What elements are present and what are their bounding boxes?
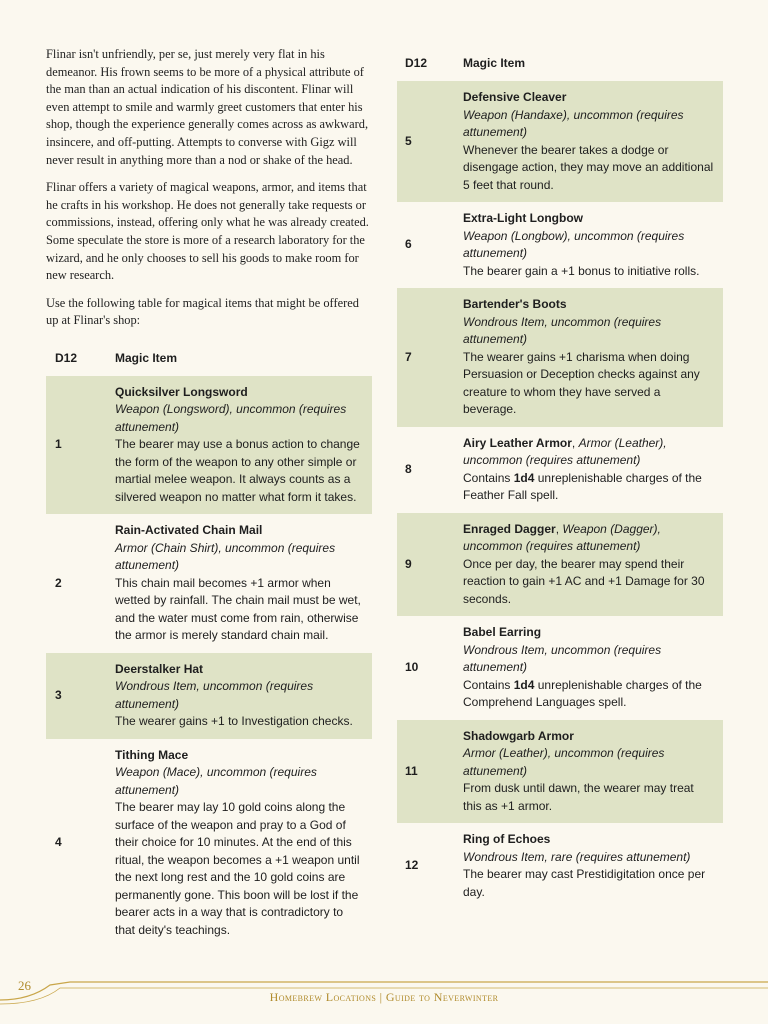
table-row [397,513,723,617]
item-name: Defensive Cleaver [463,90,567,104]
row-item-cell [115,376,372,515]
intro-paragraph: Flinar isn't unfriendly, per se, just merely very flat in his demeanor. His frown seems to be more of a physical attribute of the man than an actual indication of his discontent. Flinar will even attempt to smile and warmly greet customers that enter his shop, though the experience generally comes across as awkward, insincere, and off-putting. Attempts to converse with Gigz will never result in anything more than a nod or shake of the head. [46,47,369,167]
item-name: Quicksilver Longsword [115,384,248,399]
row-die-number: 8 [405,461,412,476]
row-die-number: 7 [397,288,463,427]
row-item-cell [463,513,723,617]
row-item-cell [463,81,723,202]
item-type: Armor (Leather), uncommon (requires attunement) [463,435,667,467]
row-item-cell [115,739,372,948]
item-description: From dusk until dawn, the wearer may treat this as +1 armor. [463,781,694,813]
row-item-cell [115,653,372,739]
table-row [46,739,372,948]
item-name: Extra-Light Longbow [463,211,583,225]
table-header-row [397,55,723,81]
row-item-cell [463,288,723,427]
item-name: Bartender's Boots [463,297,567,311]
row-die-number: 12 [405,858,419,873]
table-row [397,81,723,202]
table-row [397,202,723,288]
item-name: Airy Leather Armor [463,435,572,450]
row-die-number: 2 [55,575,62,590]
item-type: Weapon (Longsword), uncommon (requires attunement) [115,402,347,434]
column-header-die: D12 [405,56,428,71]
table-row [397,616,723,720]
item-description: Contains [463,470,514,485]
table-row [397,427,723,513]
item-type: Armor (Chain Shirt), uncommon (requires attunement) [115,540,336,573]
row-die-number: 3 [46,653,115,739]
item-description: Contains [463,677,514,692]
row-item-cell [463,427,723,513]
item-type: Wondrous Item, uncommon (requires attunement) [115,679,314,711]
item-type: Weapon (Mace), uncommon (requires attunement) [115,765,317,797]
row-die-number: 9 [397,513,463,617]
row-die-number: 4 [55,835,62,850]
table-row [397,720,723,824]
intro-paragraph: Use the following table for magical items that might be offered up at Flinar's shop: [46,295,359,328]
item-type: Weapon (Handaxe), uncommon (requires attunement) [463,107,684,139]
row-item-cell [115,514,372,653]
row-die-number: 10 [405,660,419,674]
table-header-row [46,350,372,376]
item-description-rest: unreplenishable charges of the Feather Fall spell. [463,470,702,502]
item-description: The bearer may cast Prestidigitation once per day. [463,867,706,899]
item-name: Deerstalker Hat [115,661,204,676]
right-column [397,55,723,909]
item-type: Weapon (Dagger), uncommon (requires attunement) [463,521,661,553]
item-description: The wearer gains +1 charisma when doing Persuasion or Deception checks against any creature to whom they have served a beverage. [463,349,700,416]
item-name: Tithing Mace [115,747,189,762]
column-header-item: Magic Item [115,351,178,366]
item-type: Weapon (Longbow), uncommon (requires attunement) [463,228,685,260]
item-description-bold: 1d4 [513,677,535,692]
table-row [46,514,372,653]
row-item-cell [463,823,723,909]
item-description: Once per day, the bearer may spend their reaction to gain +1 AC and +1 Damage for 30 seconds. [463,556,705,606]
item-type: Armor (Leather), uncommon (requires attunement) [463,746,665,778]
row-die-number: 5 [397,81,463,202]
column-header-item: Magic Item [463,56,526,71]
row-die-number: 1 [46,376,115,515]
table-row [397,288,723,427]
table-row [397,823,723,909]
row-item-cell [463,720,723,824]
page-number: 26 [18,978,31,993]
item-type: Wondrous Item, rare (requires attunement) [463,849,691,864]
item-name: Enraged Dagger [463,521,556,536]
item-name: Rain-Activated Chain Mail [115,523,263,538]
item-type: Wondrous Item, uncommon (requires attunement) [463,314,662,346]
item-description-bold: 1d4 [513,470,535,485]
footer-title: Homebrew Locations | Guide to Neverwinter [269,990,499,1004]
item-description: This chain mail becomes +1 armor when wetted by rainfall. The chain mail must be wet, and the water must come from rain, otherwise the armor is merely standard chain mail. [115,575,361,643]
item-description: Whenever the bearer takes a dodge or disengage action, they may move an additional 5 feet that round. [463,142,714,192]
column-header-die: D12 [55,351,78,366]
row-item-cell [463,202,723,288]
row-die-number: 11 [397,720,463,824]
item-description-rest: unreplenishable charges of the Comprehend Languages spell. [463,677,702,709]
item-name: Shadowgarb Armor [463,728,574,743]
magic-item-table-part-1 [46,350,372,948]
item-name-separator: , [555,521,563,536]
item-description: The bearer may lay 10 gold coins along the surface of the weapon and pray to a God of their choice for 10 minutes. At the end of this ritual, the weapon becomes a +1 weapon until the next long rest and the 10 gold coins are permanently gone. This boon will be lost if the bearer acts in a way that is contradictory to that deity's teachings. [115,800,360,937]
row-item-cell [463,616,723,720]
item-name: Ring of Echoes [463,832,551,846]
left-column [46,0,372,947]
item-description: The bearer gain a +1 bonus to initiative rolls. [463,263,700,278]
item-type: Wondrous Item, uncommon (requires attunement) [463,642,662,674]
row-die-number: 6 [405,237,412,252]
item-description: The wearer gains +1 to Investigation checks. [115,714,353,729]
item-name: Babel Earring [463,625,542,639]
item-description: The bearer may use a bonus action to change the form of the weapon to any other simple or martial melee weapon. It always counts as a silvered weapon no matter what form it takes. [115,437,360,504]
intro-paragraph: Flinar offers a variety of magical weapons, armor, and items that he crafts in his workshop. He does not generally take requests or commissions, instead, offering only what he was already created. Some speculate the store is more of a research laboratory for the wizard, and he only chooses to sell his goods to make room for new research. [46,180,369,283]
table-row [46,376,372,515]
magic-item-table-part-2 [397,55,723,909]
table-row [46,653,372,739]
item-name-separator: , [571,435,579,450]
